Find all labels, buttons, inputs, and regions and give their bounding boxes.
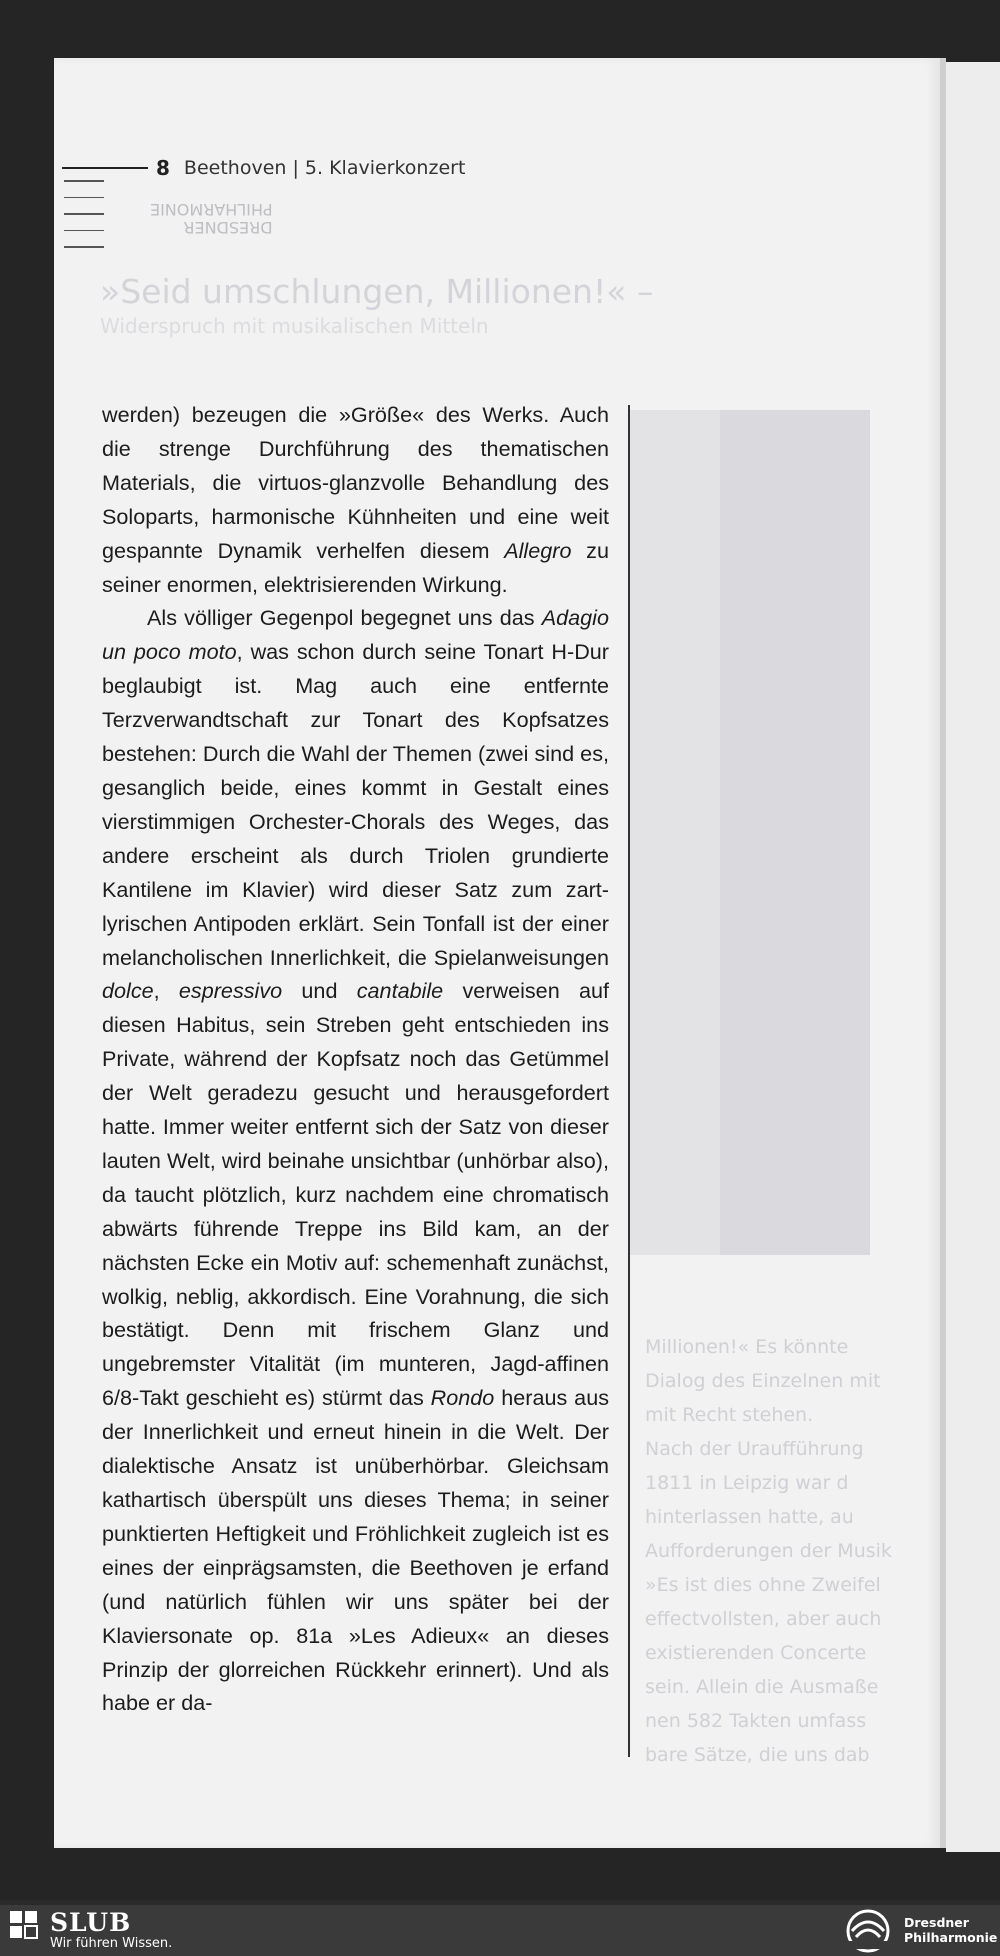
bleed-through-line: hinterlassen hatte, au [645,1506,854,1528]
footer-bar [0,1905,1000,1956]
bleed-through-line: 1811 in Leipzig war d [645,1472,849,1494]
bleed-through-line: existierenden Concerte [645,1642,867,1664]
page-header [62,153,465,183]
bleed-through-line: Millionen!« Es könnte [645,1336,849,1358]
orchestra-name: Dresdner Philharmonie [904,1915,998,1945]
library-name: SLUB [50,1908,132,1937]
text-run: Als völliger Gegenpol begegnet uns das [147,605,542,631]
italic-run: dolce [102,978,154,1004]
bleed-through-line: bare Sätze, die uns dab [645,1744,870,1766]
paragraph [102,601,609,1720]
column-rule [628,405,630,1757]
bleed-through-line: effectvollsten, aber auch [645,1608,882,1630]
bleed-through-line: sein. Allein die Ausmaße [645,1676,879,1698]
italic-run: Rondo [430,1385,495,1411]
library-tagline: Wir führen Wissen. [50,1936,173,1951]
text-run: verweisen auf diesen Habitus, sein Streben geht entschieden ins Private, während der Kopfsatz noch das Getümmel der Welt geradezu gesucht und herausgefordert hatte. Immer weiter entfernt sich der Satz von dieser lauten Welt, wird beinahe unsichtbar (unhörbar also), da taucht plötzlich, kurz nachdem eine chromatisch abwärts führende Treppe ins Bild kam, an der nächsten Ecke ein Motiv auf: schemenhaft zunächst, wolkig, neblig, akkordisch. Eine Vorahnung, die sich bestätigt. Denn mit frischem Glanz und ungebremster Vitalität (im munteren, Jagd-affinen 6/8-Takt geschieht es) stürmt das [102,978,610,1411]
text-run: , was schon durch seine Tonart H-Dur beglaubigt ist. Mag auch eine entfernte Terzverwandtschaft zur Tonart des Kopfsatzes bestehen: Durch die Wahl der Themen (zwei sind es, gesanglich beide, eines kommt in Gestalt eines vierstimmigen Orchester-Chorals des Weges, das andere erscheint als durch Triolen grundierte Kantilene im Klavier) wird dieser Satz zum zart-lyrischen Antipoden erklärt. Sein Tonfall ist der einer melancholischen Innerlichkeit, die Spielanweisungen [102,639,609,970]
italic-run: cantabile [356,978,444,1004]
bleed-through-logo: DRESDNER PHILHARMONIE [150,200,273,237]
italic-run: Adagio un poco moto [102,605,609,665]
bleed-through-image [630,410,870,1255]
bleed-through-line: Aufforderungen der Musik [645,1540,892,1562]
italic-run: espressivo [178,978,283,1004]
bleed-through-subheading: Widerspruch mit musikalischen Mitteln [100,314,489,338]
margin-marks [64,180,104,263]
slub-logo-icon [10,1911,40,1941]
text-run: , [153,978,179,1004]
text-run: werden) bezeugen die »Größe« des Werks. Auch die strenge Durchführung des thematischen Materials, die virtuos-glanzvolle Behandlung des Soloparts, harmonische Kühnheiten und eine weit gespannte Dynamik verhelfen diesem [102,402,609,563]
bleed-through-line: Dialog des Einzelnen mit [645,1370,881,1392]
bleed-through-line: nen 582 Takten umfass [645,1710,867,1732]
facing-page-strip [946,62,1000,1852]
bleed-through-line: »Es ist dies ohne Zweifel [645,1574,881,1596]
text-run: und [282,978,357,1004]
text-run: zu seiner enormen, elektrisierenden Wirkung. [102,537,609,597]
paragraph [102,398,609,601]
bleed-through-right-text [645,1330,895,1772]
running-head: Beethoven | 5. Klavierkonzert [183,157,466,179]
bleed-through-heading: »Seid umschlungen, Millionen!« – [100,272,654,311]
bleed-through-line: mit Recht stehen. [645,1404,814,1426]
italic-run: Allegro [504,537,572,563]
body-text [102,398,609,1720]
page-number: 8 [156,156,170,180]
orchestra-logo-icon [842,1909,894,1953]
text-run: heraus aus der Innerlichkeit und erneut hinein in die Welt. Der dialektische Ansatz ist unüberhörbar. Gleichsam kathartisch überspült uns dieses Thema; in seiner punktierten Heftigkeit und Fröhlichkeit zugleich ist es eines der einprägsamsten, die Beethoven je erfand (und natürlich fühlen wir uns später bei der Klaviersonate op. 81a »Les Adieux« an dieses Prinzip der glorreichen Rückkehr erinnert). Und als habe er da- [102,1385,610,1716]
header-rule [62,167,148,169]
bleed-through-line: Nach der Uraufführung [645,1438,864,1460]
